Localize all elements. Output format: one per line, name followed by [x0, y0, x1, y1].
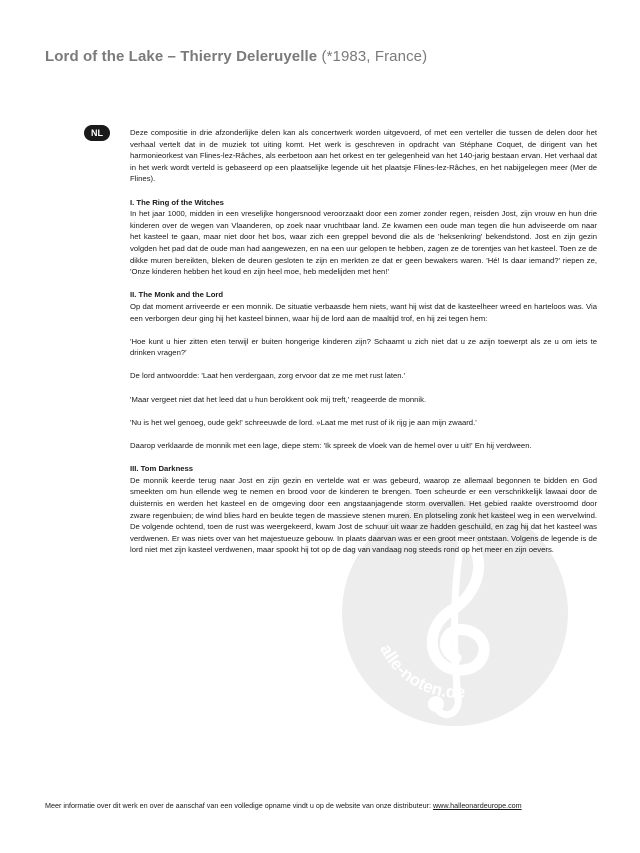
- section-ring-of-the-witches: [130, 197, 597, 278]
- section-paragraph: 'Nu is het wel genoeg, oude gek!' schreeuwde de lord. »Laat me met rust of ik rijg je aan mijn zwaard.': [130, 417, 477, 427]
- section-heading: III. Tom Darkness: [130, 464, 194, 474]
- section-paragraph: Op dat moment arriveerde er een monnik. De situatie verbaasde hem niets, want hij wist dat de kasteelheer wreed en harteloos was. Via een verborgen deur ging hij het kasteel binnen, waar hij de lord aan de maaltijd trof, en hij zei tegen hem:: [130, 301, 597, 323]
- document-body: [130, 127, 597, 568]
- distributor-link[interactable]: www.halleonardeurope.com: [432, 801, 522, 810]
- page-title: [45, 48, 605, 65]
- section-tom-darkness: [130, 463, 597, 556]
- section-paragraph: Daarop verklaarde de monnik met een lage, diepe stem: 'Ik spreek de vloek van de hemel over u uit!' En hij verdween.: [130, 441, 532, 451]
- watermark-text: alle-noten.de: [376, 641, 466, 702]
- section-paragraph: 'Maar vergeet niet dat het leed dat u hun berokkent ook mij treft,' reageerde de monnik.: [130, 394, 427, 404]
- section-paragraph: 'Hoe kunt u hier zitten eten terwijl er buiten hongerige kinderen zijn? Schaamt u zich niet dat u ze azijn toewerpt als ze u om iets te drinken vragen?': [130, 336, 597, 358]
- footer-note: [45, 801, 605, 810]
- intro-paragraph: Deze compositie in drie afzonderlijke delen kan als concertwerk worden uitgevoerd, of met een verteller die tussen de delen door het verhaal vertelt dat in de muziek tot uiting komt. Het werk is geschreven in opdracht van Stéphane Coquet, de dirigent van het harmonieorkest van Flines-lez-Râches, als eerbetoon aan het orkest en ter gelegenheid van het 140-jarig bestaan ervan. Het verhaal dat in het werk wordt verteld is gebaseerd op een plaatselijke legende uit het plaatsje Flines-lez-Râches, en het nabijgelegen meer (Mer de Flines).: [130, 128, 597, 184]
- section-heading: I. The Ring of the Witches: [130, 197, 224, 207]
- section-monk-and-lord: [130, 289, 597, 451]
- title-main: Lord of the Lake – Thierry Deleruyelle: [45, 48, 318, 65]
- section-paragraph: De lord antwoordde: 'Laat hen verdergaan, zorg ervoor dat ze me met rust laten.': [130, 371, 406, 381]
- title-subtitle: (*1983, France): [317, 48, 428, 65]
- section-paragraph: De monnik keerde terug naar Jost en zijn gezin en vertelde wat er was gebeurd, waarop ze allemaal begonnen te bidden en God smeekten om hun ellende weg te nemen en brood voor de kinderen te brengen. Toen scheurde er een verschrikkelijk lawaai door de duisternis en werden het kasteel en de omgeving door een angstaanjagende storm overvallen. Het gebied raakte overstroomd door zware regenbuien; de wind blies hard en beukte tegen de massieve stenen muren. En plotseling zonk het kasteel weg in een wervelwind. De volgende ochtend, toen de rust was weergekeerd, kwam Jost de schuur uit waar ze hadden geschuild, en zag hij dat het kasteel was verdwenen. Er was niets over van het majestueuze gebouw. In plaats daarvan was er een groot meer ontstaan. Volgens de legende is de lord niet met zijn kasteel verdwenen, maar spookt hij tot op de dag van vandaag nog steeds rond op het meer en zijn oevers.: [130, 475, 597, 555]
- footer-text: Meer informatie over dit werk en over de aanschaf van een volledige opname vindt u op de website van onze distributeur:: [45, 801, 433, 810]
- language-badge: NL: [84, 125, 110, 141]
- section-paragraph: In het jaar 1000, midden in een vreselijke hongersnood veroorzaakt door een zomer zonder regen, reisden Jost, zijn vrouw en hun drie kinderen over de wegen van Vlaanderen, op zoek naar vruchtbaar land. Ze kwamen een oude man tegen die hun adviseerde om naar het kasteel te gaan, maar niet door het bos, waar zich een greppel bevond die als de 'heksenkring' bekendstond. Jost en zijn gezin volgden het pad dat de oude man had aangewezen, en na een uur gelopen te hebben, zagen ze de torentjes van het kasteel. Toen ze de dikke muren bereikten, bleken de deuren gesloten te zijn en merkten ze dat er geen bewakers waren. 'Hé! Is daar iemand?' riepen ze, 'Onze kinderen hebben het koud en zijn heel moe, heb medelijden met hen!': [130, 209, 597, 277]
- section-heading: II. The Monk and the Lord: [130, 290, 224, 300]
